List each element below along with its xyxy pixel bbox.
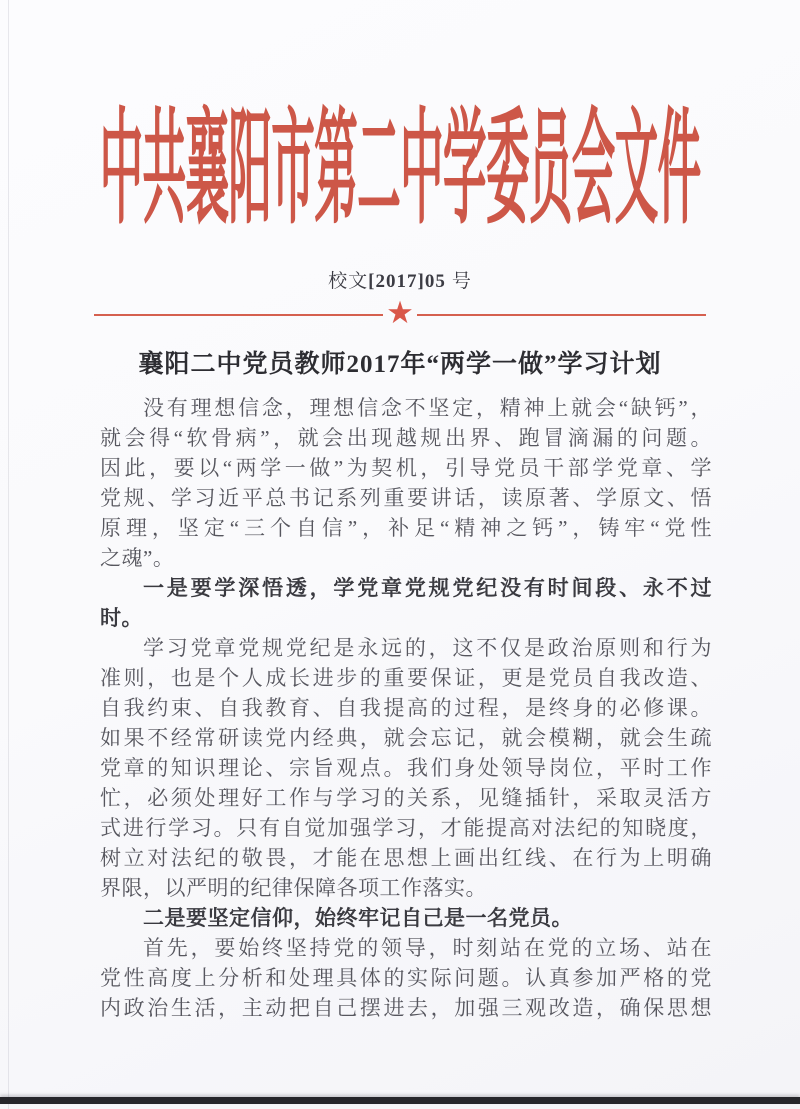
document-number-value: [2017]05 — [368, 271, 446, 292]
body-line: 学习党章党规党纪是永远的，这不仅是政治原则和行为 — [143, 636, 712, 660]
body-line: 没有理想信念，理想信念不坚定，精神上就会“缺钙”， — [143, 396, 712, 420]
body-line: 原理，坚定“三个自信”，补足“精神之钙”，铸牢“党性 — [100, 516, 712, 540]
divider-line-left — [94, 314, 383, 316]
body-line: 首先，要始终坚持党的领导，时刻站在党的立场、站在 — [143, 936, 712, 960]
body-line: 就会得“软骨病”，就会出现越规出界、跑冒滴漏的问题。 — [100, 426, 712, 450]
body-line: 党章的知识理论、宗旨观点。我们身处领导岗位，平时工作 — [100, 756, 712, 780]
body-line: 之魂”。 — [100, 546, 175, 570]
document-number-suffix: 号 — [451, 271, 472, 292]
divider-line-right — [417, 314, 706, 316]
body-line: 界限，以严明的纪律保障各项工作落实。 — [100, 876, 487, 900]
body-line: 树立对法纪的敬畏，才能在思想上画出红线、在行为上明确 — [100, 846, 712, 870]
issuing-authority-title: 中共襄阳市第二中学委员会文件 — [99, 100, 701, 239]
body-line: 时。 — [100, 606, 143, 630]
body-line: 如果不经常研读党内经典，就会忘记，就会模糊，就会生疏 — [100, 726, 712, 750]
body-line: 二是要坚定信仰，始终牢记自己是一名党员。 — [143, 906, 573, 930]
document-number-prefix: 校文 — [328, 271, 369, 292]
star-icon: ★ — [386, 294, 414, 331]
document-header — [0, 100, 800, 239]
body-line: 忙，必须处理好工作与学习的关系，见缝插针，采取灵活方 — [100, 786, 712, 810]
body-line: 一是要学深悟透，学党章党规党纪没有时间段、永不过 — [143, 576, 712, 600]
body-line: 内政治生活，主动把自己摆进去，加强三观改造，确保思想 — [100, 996, 712, 1020]
document-title: 襄阳二中党员教师2017年“两学一做”学习计划 — [138, 351, 662, 378]
body-line: 因此，要以“两学一做”为契机，引导党员干部学党章、学 — [100, 456, 712, 480]
body-line: 自我约束、自我教育、自我提高的过程，是终身的必修课。 — [100, 696, 712, 720]
scan-edge-artifact — [0, 1097, 800, 1104]
body-line: 党性高度上分析和处理具体的实际问题。认真参加严格的党 — [100, 966, 712, 990]
red-divider — [94, 294, 706, 331]
document-body — [100, 393, 712, 1023]
body-line: 准则，也是个人成长进步的重要保证，更是党员自我改造、 — [100, 666, 712, 690]
body-line: 党规、学习近平总书记系列重要讲话，读原著、学原文、悟 — [100, 486, 712, 510]
document-number — [0, 266, 800, 293]
body-line: 式进行学习。只有自觉加强学习，才能提高对法纪的知晓度， — [100, 816, 712, 840]
